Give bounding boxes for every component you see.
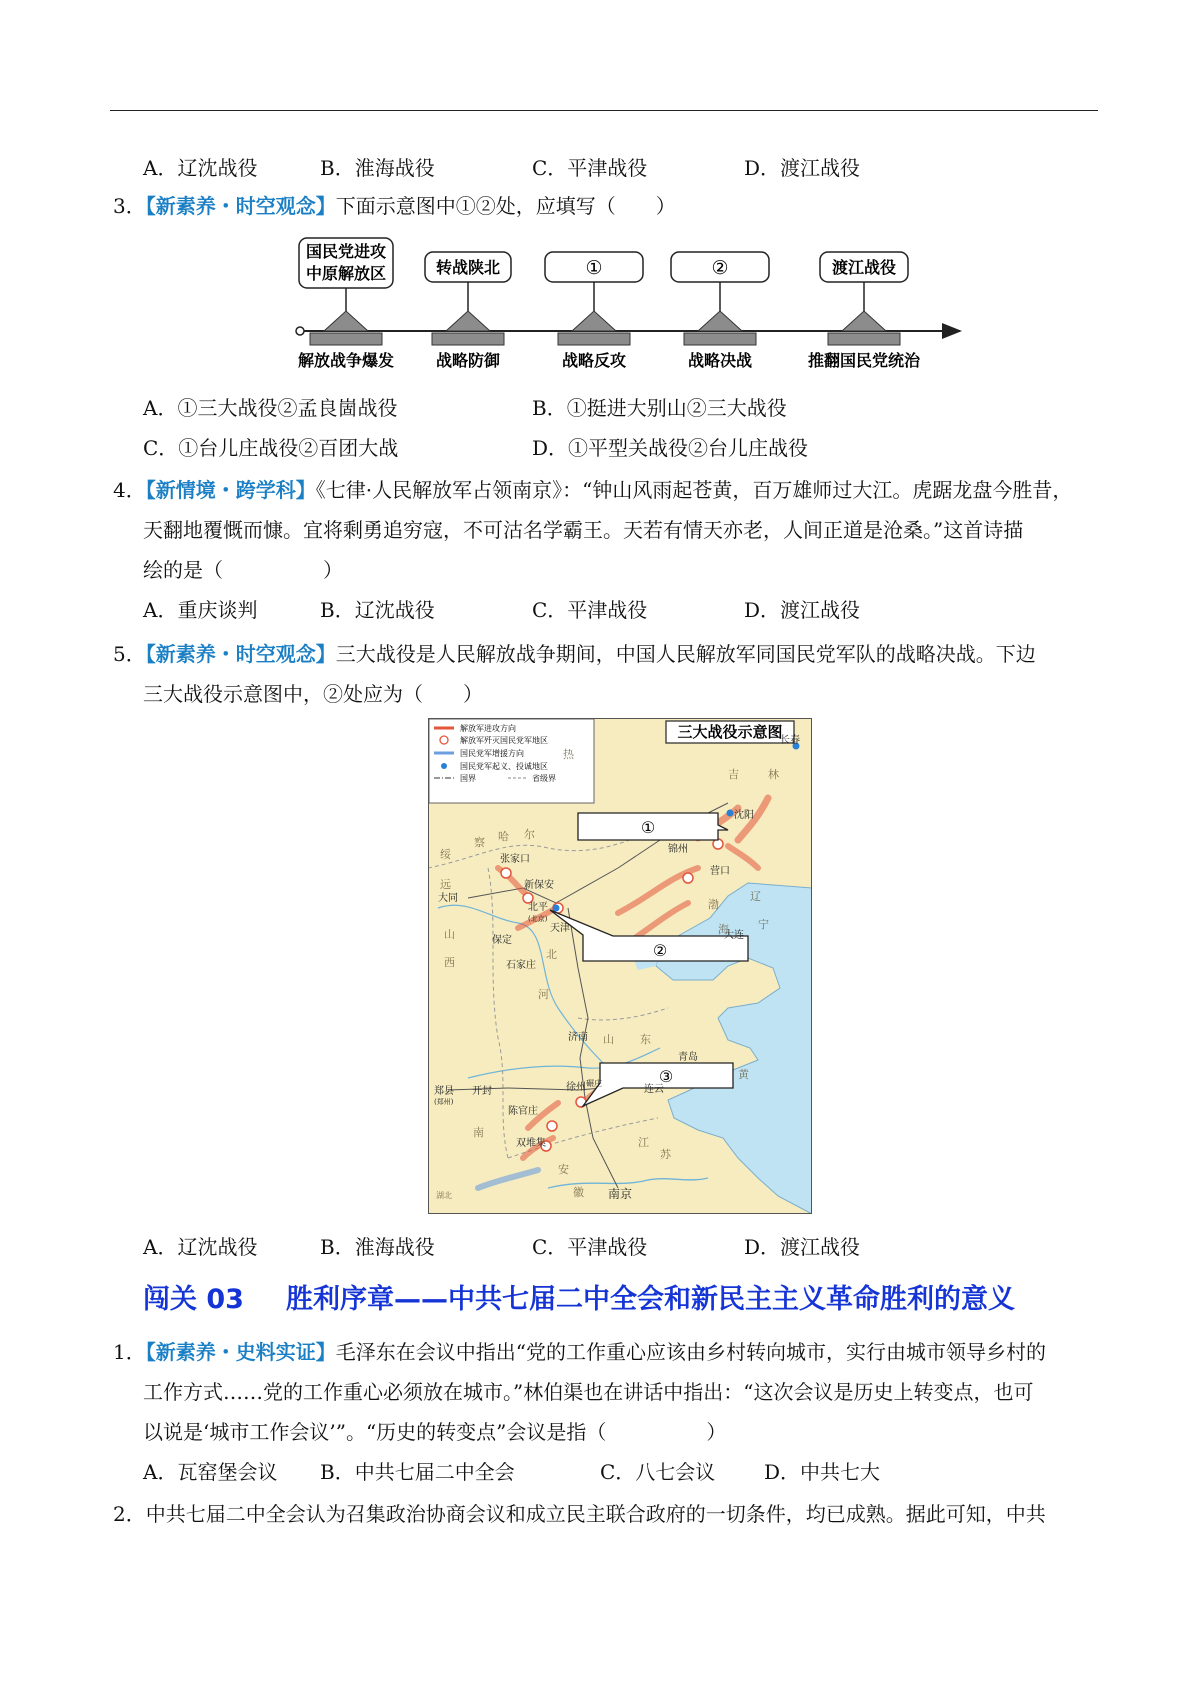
section-code: 闯关 03	[143, 1284, 244, 1315]
q2-option-d: D．渡江战役	[744, 156, 861, 180]
svg-text:哈: 哈	[498, 830, 509, 843]
q4-option-b: B．辽沈战役	[320, 598, 435, 622]
svg-text:渤: 渤	[708, 898, 719, 911]
svg-text:连云: 连云	[644, 1084, 664, 1095]
svg-text:陈官庄: 陈官庄	[508, 1106, 538, 1117]
svg-text:①: ①	[640, 818, 656, 837]
timeline-stage-1-label: 解放战争爆发	[297, 353, 395, 370]
s3q1-stem-line-3: 以说是‘城市工作会议’”。“历史的转变点”会议是指（ ）	[143, 1420, 727, 1444]
svg-text:山: 山	[444, 928, 455, 941]
timeline-stage-5	[808, 252, 921, 370]
q2-option-b: B．淮海战役	[320, 156, 435, 180]
timeline-box-1-line1: 国民党进攻	[305, 244, 387, 261]
s3q1-number: 1．	[113, 1340, 146, 1364]
map-title: 三大战役示意图	[677, 723, 783, 741]
svg-text:江: 江	[638, 1136, 649, 1149]
svg-text:郑县: 郑县	[434, 1086, 454, 1097]
q2-option-a: A．辽沈战役	[143, 156, 258, 180]
section-heading	[143, 1283, 1015, 1317]
svg-text:国界: 国界	[460, 774, 476, 783]
q5-option-d: D．渡江战役	[744, 1235, 861, 1259]
s3q1-line1: 毛泽东在会议中指出“党的工作重心应该由乡村转向城市，实行由城市领导乡村的	[335, 1340, 1046, 1364]
s3q1-stem-line-1	[113, 1338, 1046, 1366]
svg-text:保定: 保定	[492, 935, 512, 946]
q3-timeline-diagram	[290, 235, 970, 375]
timeline-stage-4	[671, 252, 769, 370]
timeline-stage-3-label: 战略反攻	[561, 353, 627, 370]
svg-text:东: 东	[640, 1033, 651, 1046]
s3q1-option-a: A．瓦窑堡会议	[143, 1460, 278, 1484]
svg-text:黄: 黄	[738, 1068, 749, 1081]
q4-tag: 【新情境・跨学科】	[145, 478, 316, 502]
q4-option-c: C．平津战役	[532, 598, 648, 622]
s3q2-stem-line-1	[113, 1500, 1046, 1528]
svg-text:吉: 吉	[728, 768, 739, 781]
section-title: 胜利序章——中共七届二中全会和新民主主义革命胜利的意义	[286, 1284, 1015, 1315]
svg-text:徐州: 徐州	[566, 1082, 586, 1093]
svg-text:青岛: 青岛	[678, 1052, 698, 1063]
q5-option-a: A．辽沈战役	[143, 1235, 258, 1259]
svg-text:大同: 大同	[438, 893, 458, 904]
s3q1-stem-line-2: 工作方式……党的工作重心必须放在城市。”林伯渠也在讲话中指出：“这次会议是历史上转变点，也可	[143, 1380, 1034, 1404]
svg-text:宁: 宁	[758, 918, 769, 931]
svg-text:辽: 辽	[750, 890, 761, 903]
q4-stem-line-3: 绘的是（ ）	[143, 558, 343, 582]
svg-text:碾庄: 碾庄	[586, 1079, 602, 1088]
svg-text:石家庄: 石家庄	[506, 960, 536, 971]
svg-text:察: 察	[474, 836, 485, 849]
map-callout-1	[578, 813, 728, 840]
timeline-box-3-label: ①	[585, 257, 603, 279]
q3-stem: 下面示意图中①②处，应填写（ ）	[335, 194, 676, 218]
svg-text:绥: 绥	[440, 848, 451, 861]
svg-text:西: 西	[444, 956, 455, 969]
svg-text:长春: 长春	[780, 735, 800, 746]
svg-text:济南: 济南	[568, 1032, 588, 1043]
s3q2-number: 2．	[113, 1502, 146, 1526]
q3-option-c: C．①台儿庄战役②百团大战	[143, 436, 399, 460]
q3-option-b: B．①挺进大别山②三大战役	[532, 396, 787, 420]
q2-option-c: C．平津战役	[532, 156, 648, 180]
svg-text:天津: 天津	[550, 923, 570, 934]
svg-text:北: 北	[546, 948, 557, 961]
svg-text:尔: 尔	[524, 828, 535, 841]
timeline-stage-5-label: 推翻国民党统治	[807, 353, 921, 370]
svg-text:安: 安	[558, 1163, 569, 1176]
svg-text:徽: 徽	[573, 1186, 584, 1199]
svg-text:新保安: 新保安	[524, 880, 554, 891]
svg-text:湖北: 湖北	[436, 1191, 452, 1200]
timeline-start-dot	[296, 327, 304, 335]
q3-number: 3．	[113, 194, 146, 218]
svg-text:开封: 开封	[472, 1086, 492, 1097]
svg-text:解放军进攻方向: 解放军进攻方向	[460, 724, 516, 733]
three-campaigns-map	[428, 718, 812, 1214]
s3q2-line1: 中共七届二中全会认为召集政治协商会议和成立民主联合政府的一切条件，均已成熟。据此可知，中共	[145, 1502, 1046, 1526]
svg-text:热: 热	[563, 748, 574, 761]
svg-text:国民党军起义、投诚地区: 国民党军起义、投诚地区	[460, 762, 548, 771]
svg-text:南: 南	[473, 1126, 484, 1139]
svg-text:(郑州): (郑州)	[434, 1098, 454, 1106]
q5-tag: 【新素养・时空观念】	[145, 642, 336, 666]
map-legend	[429, 719, 594, 803]
timeline-box-2-label: 转战陕北	[435, 260, 501, 277]
s3q1-option-d: D．中共七大	[764, 1460, 881, 1484]
svg-text:山: 山	[603, 1033, 614, 1046]
svg-text:大连: 大连	[724, 930, 744, 941]
map-uprising-mark	[553, 905, 560, 912]
svg-text:远: 远	[440, 878, 451, 891]
svg-text:国民党军增援方向: 国民党军增援方向	[460, 749, 524, 758]
q5-stem-line-2: 三大战役示意图中，②处应为（ ）	[143, 682, 483, 706]
svg-text:苏: 苏	[660, 1148, 671, 1161]
q4-stem-line-2: 天翻地覆慨而慷。宜将剩勇追穷寇，不可沽名学霸王。天若有情天亦老，人间正道是沧桑。”这首诗描	[143, 518, 1024, 542]
q4-option-d: D．渡江战役	[744, 598, 861, 622]
svg-text:锦州: 锦州	[668, 844, 688, 855]
svg-text:解放军歼灭国民党军地区: 解放军歼灭国民党军地区	[460, 736, 548, 745]
s3q1-option-c: C．八七会议	[600, 1460, 716, 1484]
svg-text:南京: 南京	[608, 1187, 633, 1201]
svg-text:海: 海	[718, 923, 729, 936]
timeline-box-4-label: ②	[711, 257, 729, 279]
s3q1-option-b: B．中共七届二中全会	[320, 1460, 515, 1484]
timeline-box-1-line2: 中原解放区	[305, 266, 387, 283]
q4-number: 4．	[113, 478, 146, 502]
timeline-stage-1	[298, 238, 394, 370]
timeline-box-5-label: 渡江战役	[831, 260, 897, 277]
q3-option-a: A．①三大战役②孟良崮战役	[143, 396, 398, 420]
svg-text:张家口: 张家口	[500, 854, 530, 865]
svg-text:双堆集: 双堆集	[516, 1138, 546, 1149]
svg-text:沈阳: 沈阳	[734, 810, 754, 821]
svg-text:林: 林	[768, 768, 779, 781]
q5-line1: 三大战役是人民解放战争期间，中国人民解放军同国民党军队的战略决战。下边	[335, 642, 1036, 666]
map-uprising-mark	[727, 810, 734, 817]
q5-stem-line-1	[113, 640, 1036, 668]
q3-stem-line	[113, 192, 676, 220]
svg-text:营口: 营口	[710, 866, 730, 877]
timeline-stage-3	[545, 252, 643, 370]
q3-option-d: D．①平型关战役②台儿庄战役	[532, 436, 809, 460]
q4-option-a: A．重庆谈判	[143, 598, 258, 622]
timeline-stage-2	[425, 252, 511, 370]
svg-text:(北京): (北京)	[528, 915, 548, 923]
q3-tag: 【新素养・时空观念】	[145, 194, 336, 218]
timeline-stage-4-label: 战略决战	[687, 353, 753, 370]
q5-option-c: C．平津战役	[532, 1235, 648, 1259]
q5-option-b: B．淮海战役	[320, 1235, 435, 1259]
svg-text:②: ②	[652, 941, 668, 960]
svg-text:③: ③	[658, 1067, 674, 1086]
q5-number: 5．	[113, 642, 146, 666]
svg-text:北平: 北平	[528, 902, 548, 913]
q4-line1: 《七律·人民解放军占领南京》：“钟山风雨起苍黄，百万雄师过大江。虎踞龙盘今胜昔，	[315, 478, 1073, 502]
svg-text:河: 河	[538, 988, 549, 1001]
header-rule	[110, 110, 1098, 111]
q4-stem-line-1	[113, 476, 1072, 504]
timeline-stage-2-label: 战略防御	[435, 353, 501, 370]
s3q1-tag: 【新素养・史料实证】	[145, 1340, 336, 1364]
svg-text:省级界: 省级界	[532, 774, 556, 783]
